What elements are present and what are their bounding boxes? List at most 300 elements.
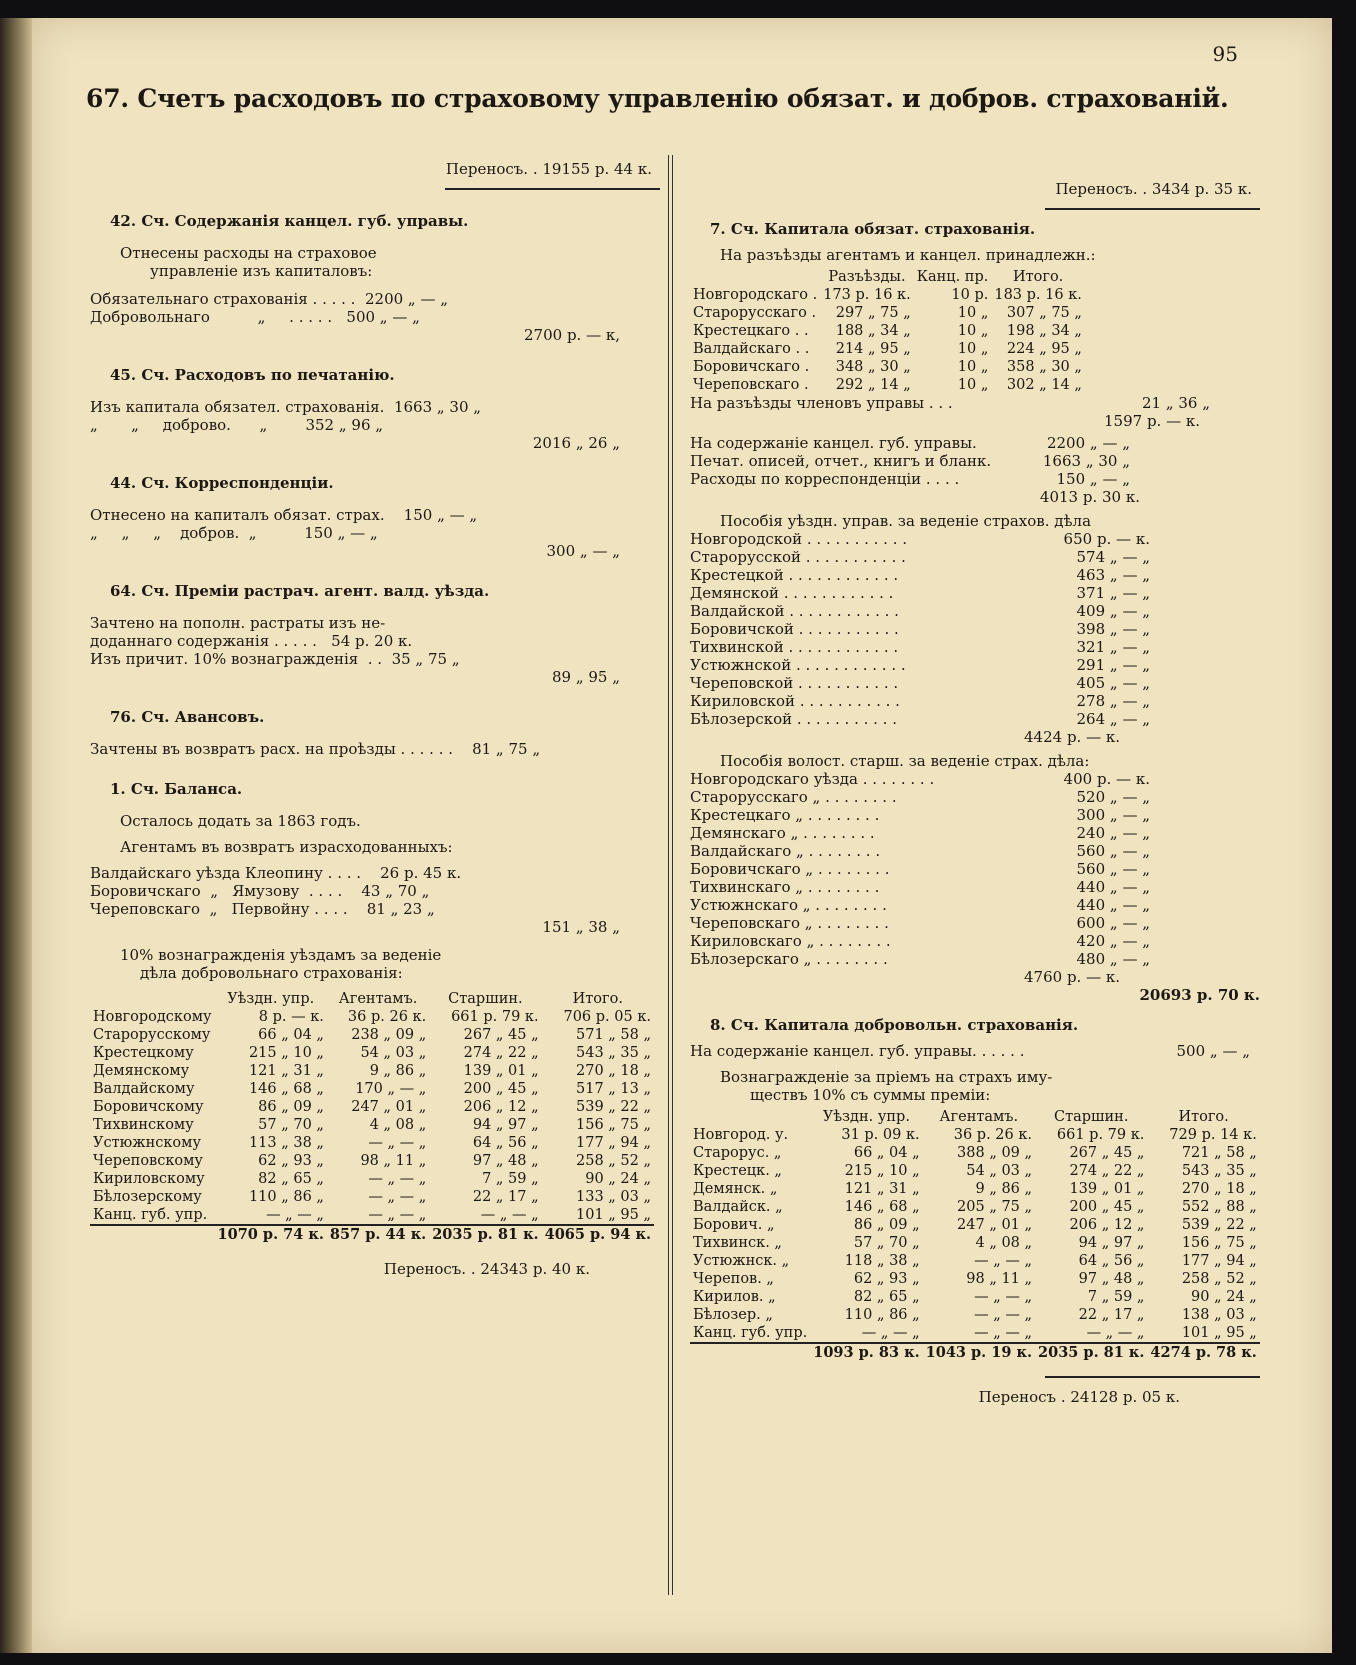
table-cell: 146 „ 68 „ — [844, 1199, 920, 1215]
entry-value: 500 „ — „ — [1176, 1042, 1250, 1060]
list-item-label: Кириловской . . . . . . . . . . . — [690, 692, 900, 710]
table-cell: 214 „ 95 „ — [835, 341, 911, 357]
list-item-label: Устюжнской . . . . . . . . . . . . — [690, 656, 906, 674]
list-item-value: 480 „ — „ — [1076, 950, 1150, 968]
list-item — [690, 548, 1260, 566]
table-cell: 64 „ 56 „ — [1078, 1253, 1145, 1269]
table-cell: Валдайскому — [93, 1081, 195, 1097]
table-cell: Новгородскаго . — [693, 287, 818, 303]
table-cell: 97 „ 48 „ — [1078, 1271, 1145, 1287]
section-total: 2700 р. — к, — [524, 326, 620, 344]
list-item — [690, 638, 1260, 656]
table-cell: 7 „ 59 „ — [1087, 1289, 1145, 1305]
table-row — [690, 1324, 1260, 1343]
table-row — [690, 322, 1085, 340]
table-cell: 110 „ 86 „ — [844, 1307, 920, 1323]
table-cell: 358 „ 30 „ — [1006, 359, 1082, 375]
subtotal: 1597 р. — к. — [1104, 412, 1200, 430]
list-item-label: Боровичской . . . . . . . . . . . — [690, 620, 899, 638]
table-cell: 62 „ 93 „ — [258, 1153, 324, 1169]
section-7-heading: 7. Сч. Капитала обязат. страхованія. — [710, 220, 1036, 238]
list-item-label: Бѣлозерской . . . . . . . . . . . — [690, 710, 897, 728]
table-cell: Тихвинск. „ — [693, 1235, 782, 1251]
table-cell: 98 „ 11 „ — [966, 1271, 1033, 1287]
subtotal: 4424 р. — к. — [1024, 728, 1120, 746]
table-cell: 9 „ 86 „ — [975, 1181, 1033, 1197]
table-cell: 101 „ 95 „ — [576, 1207, 651, 1223]
rule — [445, 188, 660, 190]
subtotal: 4013 р. 30 к. — [1039, 488, 1140, 506]
total-cell — [690, 1343, 810, 1362]
list-item-label: Крестецкой . . . . . . . . . . . . — [690, 566, 899, 584]
table-row — [90, 1134, 654, 1152]
table-cell: 86 „ 09 „ — [258, 1099, 324, 1115]
table-cell: 206 „ 12 „ — [1069, 1217, 1145, 1233]
column-header: Уѣздн. упр. — [822, 1109, 910, 1125]
list-item-value: 650 р. — к. — [1063, 530, 1150, 548]
column-header: Старшин. — [1053, 1109, 1129, 1125]
list-item — [690, 674, 1260, 692]
table-cell: 113 „ 38 „ — [248, 1135, 324, 1151]
section-8-heading: 8. Сч. Капитала добровольн. страхованія. — [710, 1016, 1079, 1034]
table-cell: 177 „ 94 „ — [576, 1135, 651, 1151]
table-cell: — „ — „ — [480, 1207, 539, 1223]
entry-line: „ „ доброво. „ 352 „ 96 „ — [90, 416, 384, 434]
list-item — [690, 914, 1260, 932]
subtotal: 4760 р. — к. — [1024, 968, 1120, 986]
table-cell: 90 „ 24 „ — [1191, 1289, 1257, 1305]
table-cell: 9 „ 86 „ — [369, 1063, 427, 1079]
list-item — [690, 806, 1260, 824]
table-cell: 138 „ 03 „ — [1181, 1307, 1257, 1323]
entry-label: Расходы по корреспонденціи . . . . — [690, 470, 960, 488]
entry-row — [690, 452, 1260, 470]
table-row — [690, 304, 1085, 322]
table-cell: — „ — „ — [974, 1289, 1033, 1305]
list-item-label: Валдайскаго „ . . . . . . . . — [690, 842, 881, 860]
table-cell: 97 „ 48 „ — [472, 1153, 539, 1169]
list-item — [690, 932, 1260, 950]
table-row — [90, 1170, 654, 1188]
table-cell: 8 р. — к. — [258, 1009, 324, 1025]
entry-line: Валдайскаго уѣзда Клеопину . . . . 26 р. 45 к. — [90, 864, 462, 882]
table-cell: 224 „ 95 „ — [1006, 341, 1082, 357]
table-cell: Кириловскому — [93, 1171, 205, 1187]
table-row — [90, 1188, 654, 1206]
section-total: 89 „ 95 „ — [551, 668, 620, 686]
section-42-heading: 42. Сч. Содержанія канцел. губ. управы. — [110, 212, 469, 230]
table-cell: 348 „ 30 „ — [835, 359, 911, 375]
entry-value: 21 „ 36 „ — [1141, 394, 1210, 412]
table-row — [90, 1062, 654, 1080]
section-text: Пособія волост. старш. за веденіе страх. дѣла: — [720, 752, 1090, 770]
table-cell: 247 „ 01 „ — [957, 1217, 1033, 1233]
list-item-label: Боровичскаго „ . . . . . . . . — [690, 860, 890, 878]
table-cell: 661 р. 79 к. — [1056, 1127, 1145, 1143]
table-cell: 22 „ 17 „ — [472, 1189, 539, 1205]
table-cell: Боровичскаго . — [693, 359, 810, 375]
table-cell: 10 „ — [957, 359, 989, 375]
total-row — [90, 1225, 654, 1244]
total-cell: 1093 р. 83 к. — [810, 1343, 922, 1362]
list-item-label: Устюжнскаго „ . . . . . . . . — [690, 896, 887, 914]
table-cell: 258 „ 52 „ — [576, 1153, 651, 1169]
section-text: управленіе изъ капиталовъ: — [150, 262, 373, 280]
table-cell: 307 „ 75 „ — [1006, 305, 1082, 321]
table-cell: — „ — „ — [974, 1307, 1033, 1323]
section-text: ществъ 10% съ суммы преміи: — [750, 1086, 991, 1104]
table-cell: — „ — „ — [266, 1207, 324, 1223]
list-item-label: Демянскаго „ . . . . . . . . — [690, 824, 875, 842]
table-cell: 90 „ 24 „ — [585, 1171, 651, 1187]
table-cell: 571 „ 58 „ — [576, 1027, 651, 1043]
column-divider — [668, 155, 673, 1595]
section-total: 151 „ 38 „ — [542, 918, 620, 936]
table-cell: 552 „ 88 „ — [1181, 1199, 1257, 1215]
table-cell: Кирилов. „ — [693, 1289, 776, 1305]
table-cell: 706 р. 05 к. — [563, 1009, 651, 1025]
table-row — [690, 1144, 1260, 1162]
table-cell: Устюжнск. „ — [693, 1253, 790, 1269]
table-row — [690, 1180, 1260, 1198]
table-row — [690, 358, 1085, 376]
list-item-value: 520 „ — „ — [1076, 788, 1150, 806]
table-row — [690, 340, 1085, 358]
travel-table — [690, 268, 1085, 394]
column-header: Агентамъ. — [338, 991, 418, 1007]
list-item-value: 420 „ — „ — [1076, 932, 1150, 950]
right-district-table — [690, 1108, 1260, 1362]
table-cell: 302 „ 14 „ — [1006, 377, 1082, 393]
left-column — [90, 160, 660, 1278]
entry-row — [690, 470, 1260, 488]
table-row — [690, 1162, 1260, 1180]
section-text: На разъѣзды агентамъ и канцел. принадлежн.: — [720, 246, 1096, 264]
table-cell: Бѣлозер. „ — [693, 1307, 773, 1323]
section-text: 10% вознагражденія уѣздамъ за веденіе — [120, 946, 442, 964]
table-cell: 22 „ 17 „ — [1078, 1307, 1145, 1323]
list-item — [690, 656, 1260, 674]
table-cell: Валдайск. „ — [693, 1199, 783, 1215]
table-cell: 270 „ 18 „ — [576, 1063, 651, 1079]
table-cell: 66 „ 04 „ — [853, 1145, 920, 1161]
table-cell: Старорусскаго . — [693, 305, 817, 321]
table-cell: 205 „ 75 „ — [957, 1199, 1033, 1215]
table-cell: 297 „ 75 „ — [835, 305, 911, 321]
table-cell: Череповскаго . — [693, 377, 809, 393]
table-cell: 54 „ 03 „ — [360, 1045, 427, 1061]
table-cell: Череповскому — [93, 1153, 203, 1169]
column-header: Уѣздн. упр. — [227, 991, 315, 1007]
list-item-label: Старорусскаго „ . . . . . . . . — [690, 788, 897, 806]
entry-line: Зачтено на пополн. растраты изъ не- — [90, 614, 386, 632]
list-item-value: 240 „ — „ — [1076, 824, 1150, 842]
table-cell: 62 „ 93 „ — [853, 1271, 920, 1287]
table-cell: 267 „ 45 „ — [463, 1027, 539, 1043]
list-item — [690, 788, 1260, 806]
table-cell: — „ — „ — [368, 1189, 427, 1205]
total-cell: 2035 р. 81 к. — [1035, 1343, 1147, 1362]
table-cell: 7 „ 59 „ — [482, 1171, 539, 1187]
book-spine — [0, 18, 32, 1653]
list-item-value: 574 „ — „ — [1076, 548, 1150, 566]
table-row — [690, 1288, 1260, 1306]
right-column — [690, 180, 1260, 1406]
page-number: 95 — [1212, 42, 1238, 66]
table-cell: Канц. губ. упр. — [93, 1207, 208, 1223]
table-row — [90, 1206, 654, 1225]
list-item-value: 398 „ — „ — [1076, 620, 1150, 638]
table-cell: — „ — „ — [368, 1207, 427, 1223]
entry-line: Отнесено на капиталъ обязат. страх. 150 „ — „ — [90, 506, 478, 524]
table-cell: 247 „ 01 „ — [351, 1099, 427, 1115]
list-item-value: 405 „ — „ — [1076, 674, 1150, 692]
column-header: Разъѣзды. — [828, 269, 906, 285]
table-cell: 200 „ 45 „ — [463, 1081, 539, 1097]
section-total: 300 „ — „ — [546, 542, 620, 560]
entry-label: На содержаніе канцел. губ. управы. — [690, 434, 977, 452]
list-item — [690, 530, 1260, 548]
table-cell: 206 „ 12 „ — [463, 1099, 539, 1115]
list-item-label: Крестецкаго „ . . . . . . . . — [690, 806, 880, 824]
list-item — [690, 692, 1260, 710]
table-cell: 98 „ 11 „ — [360, 1153, 427, 1169]
table-cell: Борович. „ — [693, 1217, 775, 1233]
list-item-label: Тихвинской . . . . . . . . . . . . — [690, 638, 899, 656]
total-cell: 4274 р. 78 к. — [1147, 1343, 1259, 1362]
entry-value: 1663 „ 30 „ — [1042, 452, 1130, 470]
table-cell: 274 „ 22 „ — [1069, 1163, 1145, 1179]
column-header — [690, 268, 820, 286]
section-text: Осталось додать за 1863 годъ. — [120, 812, 361, 830]
table-cell: Демянскому — [93, 1063, 190, 1079]
total-cell: 4065 р. 94 к. — [542, 1225, 654, 1244]
list-item-label: Новгородской . . . . . . . . . . . — [690, 530, 908, 548]
table-row — [90, 1044, 654, 1062]
entry-line: Изъ причит. 10% вознагражденія . . 35 „ 75 „ — [90, 650, 460, 668]
table-cell: 258 „ 52 „ — [1181, 1271, 1257, 1287]
table-row — [690, 376, 1085, 394]
volost-aid-list — [690, 770, 1260, 968]
entry-label: На разъѣзды членовъ управы . . . — [690, 394, 953, 412]
table-cell: Тихвинскому — [93, 1117, 194, 1133]
column-header: Старшин. — [448, 991, 523, 1007]
entry-line: доданнаго содержанія . . . . . 54 р. 20 к. — [90, 632, 413, 650]
table-cell: 36 р. 26 к. — [347, 1009, 427, 1025]
list-item-value: 278 „ — „ — [1076, 692, 1150, 710]
list-item — [690, 860, 1260, 878]
list-item — [690, 602, 1260, 620]
total-cell: 1070 р. 74 к. — [215, 1225, 327, 1244]
table-cell: 10 „ — [957, 377, 989, 393]
list-item-label: Бѣлозерскаго „ . . . . . . . . — [690, 950, 888, 968]
list-item-value: 291 „ — „ — [1076, 656, 1150, 674]
members-row — [690, 394, 1260, 412]
column-header — [690, 1108, 810, 1126]
table-cell: Бѣлозерскому — [93, 1189, 202, 1205]
entry-line: Череповскаго „ Первойну . . . . 81 „ 23 „ — [90, 900, 435, 918]
table-cell: 539 „ 22 „ — [1181, 1217, 1257, 1233]
list-item — [690, 770, 1260, 788]
table-row — [690, 1216, 1260, 1234]
table-row — [690, 286, 1085, 304]
table-row — [690, 1306, 1260, 1324]
section-76-heading: 76. Сч. Авансовъ. — [110, 708, 265, 726]
carry-in-left: Переносъ. . 19155 р. 44 к. — [445, 160, 652, 178]
list-item-label: Демянской . . . . . . . . . . . . — [690, 584, 894, 602]
table-cell: 101 „ 95 „ — [1181, 1325, 1257, 1341]
table-cell: 94 „ 97 „ — [472, 1117, 539, 1133]
table-cell: 121 „ 31 „ — [248, 1063, 324, 1079]
table-row — [90, 1080, 654, 1098]
table-cell: 539 „ 22 „ — [576, 1099, 651, 1115]
table-cell: 36 р. 26 к. — [953, 1127, 1033, 1143]
list-item-value: 463 „ — „ — [1076, 566, 1150, 584]
table-cell: 4 „ 08 „ — [369, 1117, 427, 1133]
table-cell: 146 „ 68 „ — [248, 1081, 324, 1097]
table-cell: — „ — „ — [1086, 1325, 1145, 1341]
list-item-value: 321 „ — „ — [1076, 638, 1150, 656]
list-item-value: 560 „ — „ — [1076, 842, 1150, 860]
entry-line: Добровольнаго „ . . . . . 500 „ — „ — [90, 308, 420, 326]
table-cell: 139 „ 01 „ — [463, 1063, 539, 1079]
table-cell: Новгородскому — [93, 1009, 212, 1025]
list-item-value: 371 „ — „ — [1076, 584, 1150, 602]
table-row — [90, 1116, 654, 1134]
list-item-label: Старорусской . . . . . . . . . . . — [690, 548, 906, 566]
page-title: 67. Счетъ расходовъ по страховому управленію обязат. и добров. страхованій. — [86, 84, 1229, 113]
table-cell: 517 „ 13 „ — [576, 1081, 651, 1097]
carry-out-left: Переносъ. . 24343 р. 40 к. — [383, 1260, 590, 1278]
table-row — [90, 1008, 654, 1026]
table-cell: Валдайскаго . . — [693, 341, 810, 357]
list-item — [690, 620, 1260, 638]
list-item-value: 440 „ — „ — [1076, 896, 1150, 914]
table-cell: Крестецк. „ — [693, 1163, 782, 1179]
table-cell: 215 „ 10 „ — [248, 1045, 324, 1061]
list-item-value: 264 „ — „ — [1076, 710, 1150, 728]
list-item-label: Череповскаго „ . . . . . . . . — [690, 914, 889, 932]
table-cell: 94 „ 97 „ — [1078, 1235, 1145, 1251]
table-cell: Крестецкаго . . — [693, 323, 809, 339]
table-cell: 200 „ 45 „ — [1069, 1199, 1145, 1215]
column-header: Итого. — [572, 991, 623, 1007]
table-cell: 82 „ 65 „ — [258, 1171, 324, 1187]
table-cell: 721 „ 58 „ — [1181, 1145, 1257, 1161]
table-cell: 729 р. 14 к. — [1169, 1127, 1257, 1143]
table-cell: Устюжнскому — [93, 1135, 201, 1151]
table-row — [690, 1234, 1260, 1252]
entry-line: Боровичскаго „ Ямузову . . . . 43 „ 70 „ — [90, 882, 430, 900]
list-item-value: 300 „ — „ — [1076, 806, 1150, 824]
entry-label: На содержаніе канцел. губ. управы. . . . . . — [690, 1042, 1025, 1060]
table-cell: 57 „ 70 „ — [258, 1117, 324, 1133]
table-cell: 139 „ 01 „ — [1069, 1181, 1145, 1197]
section-44-heading: 44. Сч. Корреспонденціи. — [110, 474, 334, 492]
table-cell: 121 „ 31 „ — [844, 1181, 920, 1197]
table-row — [690, 1198, 1260, 1216]
entry-line: Зачтены въ возвратъ расх. на проѣзды . . . . . . 81 „ 75 „ — [90, 740, 541, 758]
carry-out-right: Переносъ . 24128 р. 05 к. — [978, 1388, 1180, 1406]
table-cell: 4 „ 08 „ — [975, 1235, 1033, 1251]
table-cell: 188 „ 34 „ — [835, 323, 911, 339]
table-cell: 156 „ 75 „ — [1181, 1235, 1257, 1251]
column-header: Итого. — [1178, 1109, 1229, 1125]
list-item-label: Новгородскаго уѣзда . . . . . . . . — [690, 770, 935, 788]
table-cell: 133 „ 03 „ — [576, 1189, 651, 1205]
table-cell: 118 „ 38 „ — [844, 1253, 920, 1269]
section-1-heading: 1. Сч. Баланса. — [110, 780, 243, 798]
list-item — [690, 584, 1260, 602]
table-cell: 57 „ 70 „ — [853, 1235, 920, 1251]
table-cell: 10 „ — [957, 341, 989, 357]
section-text: Агентамъ въ возвратъ израсходованныхъ: — [120, 838, 453, 856]
table-row — [690, 1252, 1260, 1270]
table-cell: 10 р. — [951, 287, 989, 303]
list-item-value: 560 „ — „ — [1076, 860, 1150, 878]
section-45-heading: 45. Сч. Расходовъ по печатанію. — [110, 366, 395, 384]
table-cell: Черепов. „ — [693, 1271, 774, 1287]
entry-value: 150 „ — „ — [1056, 470, 1130, 488]
table-cell: Боровичскому — [93, 1099, 204, 1115]
table-cell: 177 „ 94 „ — [1181, 1253, 1257, 1269]
section-64-heading: 64. Сч. Преміи растрач. агент. валд. уѣзда. — [110, 582, 490, 600]
table-cell: 10 „ — [957, 305, 989, 321]
table-cell: 388 „ 09 „ — [957, 1145, 1033, 1161]
carry-in-right: Переносъ. . 3434 р. 35 к. — [1055, 180, 1252, 198]
list-item — [690, 566, 1260, 584]
table-cell: 661 р. 79 к. — [451, 1009, 539, 1025]
column-header: Канц. пр. — [916, 269, 989, 285]
column-header: Итого. — [1012, 269, 1064, 285]
table-cell: — „ — „ — [861, 1325, 920, 1341]
table-cell: 198 „ 34 „ — [1006, 323, 1082, 339]
table-row — [690, 1126, 1260, 1144]
table-cell: 215 „ 10 „ — [844, 1163, 920, 1179]
section-text: Вознагражденіе за пріемъ на страхъ иму- — [720, 1068, 1053, 1086]
entry-row — [690, 1042, 1260, 1060]
table-cell: 543 „ 35 „ — [1181, 1163, 1257, 1179]
rule — [1045, 1376, 1260, 1378]
table-cell: 173 р. 16 к. — [823, 287, 911, 303]
column-header: Агентамъ. — [939, 1109, 1019, 1125]
district-aid-list — [690, 530, 1260, 728]
table-row — [90, 1152, 654, 1170]
left-district-table — [90, 990, 654, 1244]
entry-line: Обязательнаго страхованія . . . . . 2200 „ — „ — [90, 290, 449, 308]
list-item-value: 440 „ — „ — [1076, 878, 1150, 896]
table-cell: 238 „ 09 „ — [351, 1027, 427, 1043]
table-cell: 54 „ 03 „ — [966, 1163, 1033, 1179]
table-cell: Демянск. „ — [693, 1181, 778, 1197]
list-item — [690, 896, 1260, 914]
table-cell: 292 „ 14 „ — [835, 377, 911, 393]
list-item-label: Череповской . . . . . . . . . . . — [690, 674, 899, 692]
list-item — [690, 710, 1260, 728]
table-cell: — „ — „ — [974, 1253, 1033, 1269]
entry-line: „ „ „ добров. „ 150 „ — „ — [90, 524, 378, 542]
table-cell: 156 „ 75 „ — [576, 1117, 651, 1133]
list-item — [690, 842, 1260, 860]
table-cell: 543 „ 35 „ — [576, 1045, 651, 1061]
entry-value: 2200 „ — „ — [1046, 434, 1130, 452]
entry-row — [690, 434, 1260, 452]
table-cell: — „ — „ — [368, 1135, 427, 1151]
rule — [1045, 208, 1260, 210]
list-item-value: 400 р. — к. — [1063, 770, 1150, 788]
table-cell: 270 „ 18 „ — [1181, 1181, 1257, 1197]
section-total: 2016 „ 26 „ — [532, 434, 620, 452]
